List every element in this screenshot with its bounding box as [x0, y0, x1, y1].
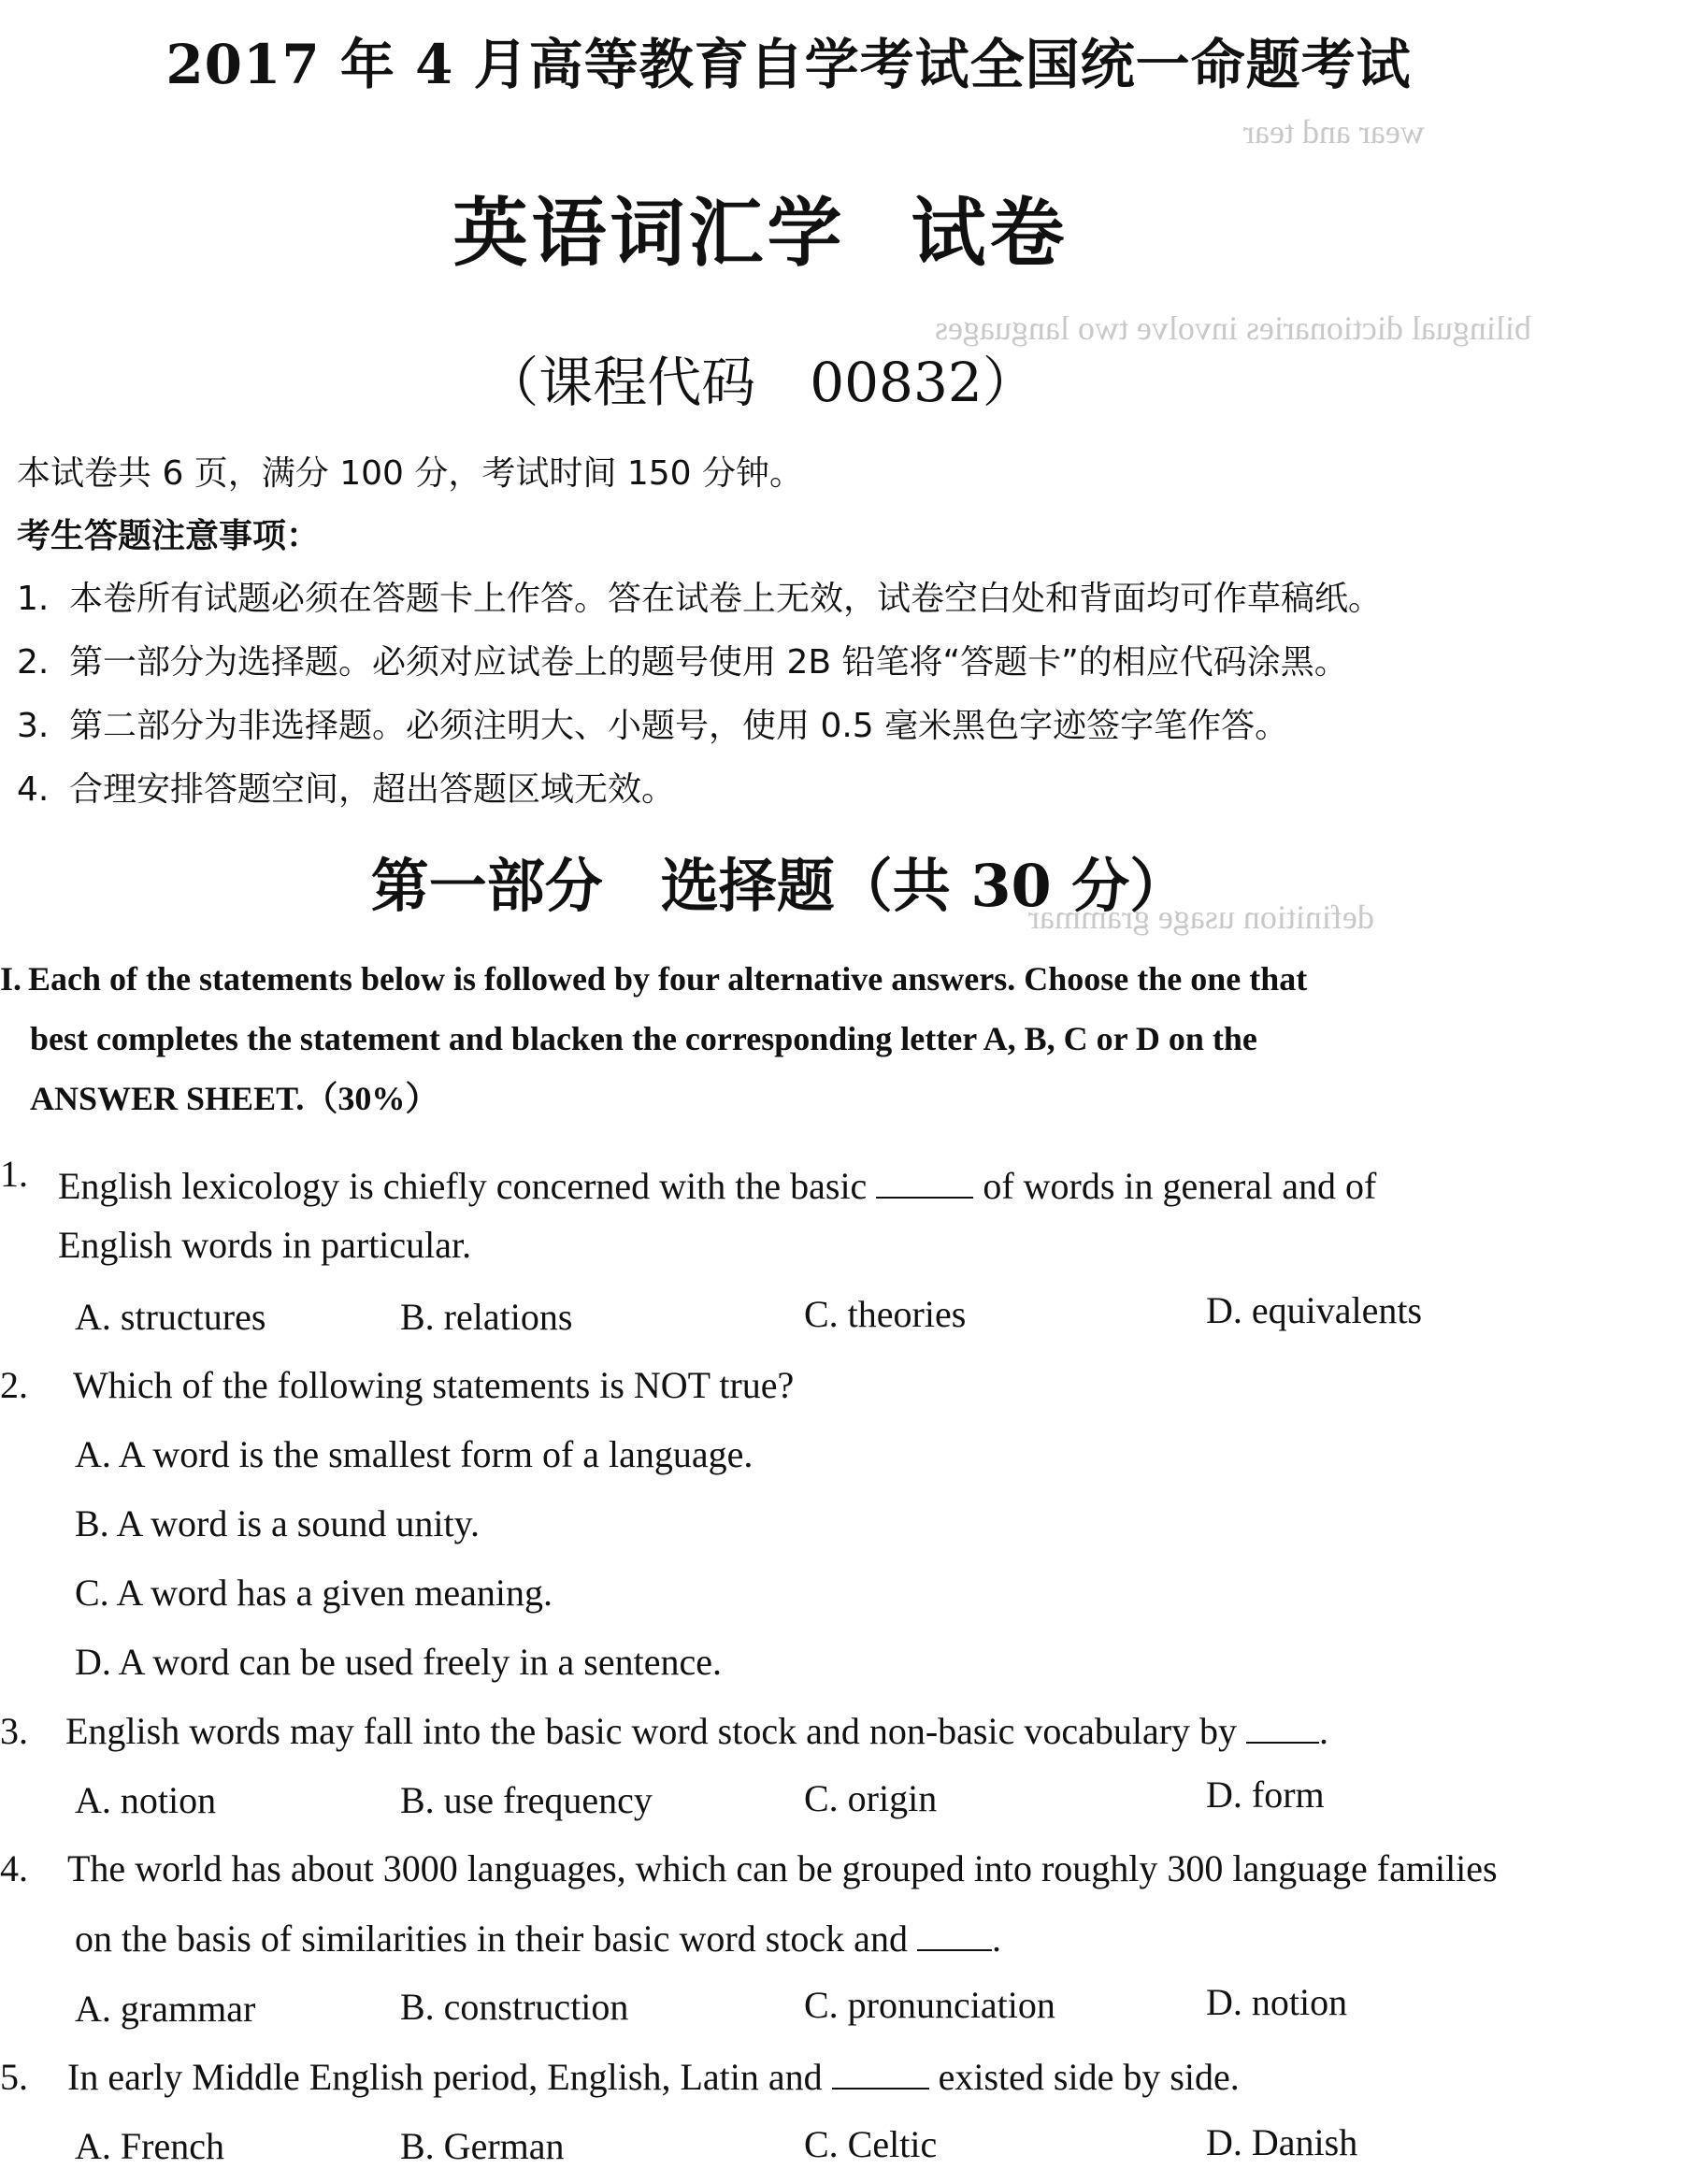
notes-title: 考生答题注意事项： [17, 517, 321, 555]
answer-blank [1246, 1714, 1319, 1744]
bleed-through-text: definition usage grammar [1028, 898, 1374, 936]
paper-summary: 本试卷共 6 页，满分 100 分，考试时间 150 分钟。 [17, 454, 803, 493]
option-b: B. A word is a sound unity. [75, 1502, 480, 1544]
exam-page: wear and tear bilingual dictionaries involve two languages definition usage grammar 2017 年 4 月高等教育自学考试全国统一命题考试 英语词汇学 试卷 （课程代码 00832） 本试卷共 6 页，满分 100 分，考试时间 150 分钟。 考生答题注意事项： 1. 本卷所有试题必须在答题卡上作答。答在试卷上无效，试卷空白处和背面均可作草稿纸。 2. 第一部分为选择题。必须对应试卷上的题号使用 2B 铅笔将“答题卡”的相应代码涂黑。 3. 第二部分为非选择题。必须注明大、小题号，使用 0.5 毫米黑色字迹签字笔作答。 4. 合理安排答题空间，超出答题区域无效。 第一部分 选择题（共 30 分） I. Each of the statements below is followed by four alternative answers. Choose the one that best completes the statement and blacken the corresponding letter A, B, C or D on the ANSWER SHEET.（30%） 1. English lexicology is chiefly concerned with the basic of words in general and of English words in particular. A. structures B. relations C. theories D. equivalents 2. Which of the following statements is NOT true? A. A word is the smallest form of a language. B. A word is a sound unity. C. A word has a given meaning. D. A word can be used freely in a sentence. 3. English words may fall into the basic word stock and non-basic vocabulary by . A. notion B. use frequency C. origin D. form 4. The world has about 3000 languages, which can be grouped into roughly 300 language families on the basis of similarities in their basic word stock and . A. grammar B. construction C. pronunciation D. notion 5. In early Middle English period, English, Latin and existed side by side. A. French B. German C. Celtic D. Danish [0, 0, 1708, 2183]
answer-blank [876, 1169, 973, 1199]
subject-name: 英语词汇学 [452, 189, 846, 277]
note-item: 1. 本卷所有试题必须在答题卡上作答。答在试卷上无效，试卷空白处和背面均可作草稿纸。 [17, 580, 1383, 618]
option-d: D. equivalents [1206, 1289, 1423, 1331]
answer-blank [832, 2060, 929, 2090]
option-c: C. origin [804, 1777, 938, 1819]
exam-title: 2017 年 4 月高等教育自学考试全国统一命题考试 [165, 33, 1412, 96]
notes-list [17, 572, 1382, 826]
option-c: C. theories [804, 1293, 967, 1335]
option-b: B. construction [400, 1986, 629, 2028]
subject-heading [0, 173, 1615, 280]
option-a: A. structures [75, 1296, 266, 1338]
option-a: A. French [75, 2125, 224, 2167]
option-b: B. use frequency [400, 1779, 653, 1821]
bleed-through-text: bilingual dictionaries involve two languages [935, 309, 1531, 347]
part-one-title: 第一部分 选择题（共 30 分） [370, 852, 1188, 920]
option-b: B. relations [400, 1296, 573, 1338]
course-code: （课程代码 00832） [484, 351, 1037, 414]
option-d: D. A word can be used freely in a sentence. [75, 1641, 722, 1683]
option-c: C. Celtic [804, 2123, 938, 2165]
answer-blank [917, 1921, 992, 1951]
option-d: D. Danish [1206, 2121, 1358, 2163]
note-item: 4. 合理安排答题空间，超出答题区域无效。 [17, 770, 676, 809]
paper-label: 试卷 [911, 189, 1069, 277]
option-a: A. notion [75, 1779, 217, 1821]
option-c: C. A word has a given meaning. [75, 1572, 553, 1614]
bleed-through-text: wear and tear [1243, 113, 1425, 151]
note-item: 3. 第二部分为非选择题。必须注明大、小题号，使用 0.5 毫米黑色字迹签字笔作答。 [17, 707, 1289, 745]
note-item: 2. 第一部分为选择题。必须对应试卷上的题号使用 2B 铅笔将“答题卡”的相应代码涂黑。 [17, 643, 1348, 682]
option-d: D. notion [1206, 1981, 1348, 2023]
option-a: A. A word is the smallest form of a language. [75, 1433, 754, 1475]
option-d: D. form [1206, 1774, 1325, 1816]
option-b: B. German [400, 2125, 565, 2167]
section-number: I. [0, 960, 22, 998]
section-instructions: I. Each of the statements below is followed by four alternative answers. Choose the one that best completes the statement and blacken the corresponding letter A, B, C or D on the ANSWER SHEET.（30%） [0, 949, 1627, 1128]
option-c: C. pronunciation [804, 1984, 1055, 2026]
option-a: A. grammar [75, 1988, 256, 2030]
